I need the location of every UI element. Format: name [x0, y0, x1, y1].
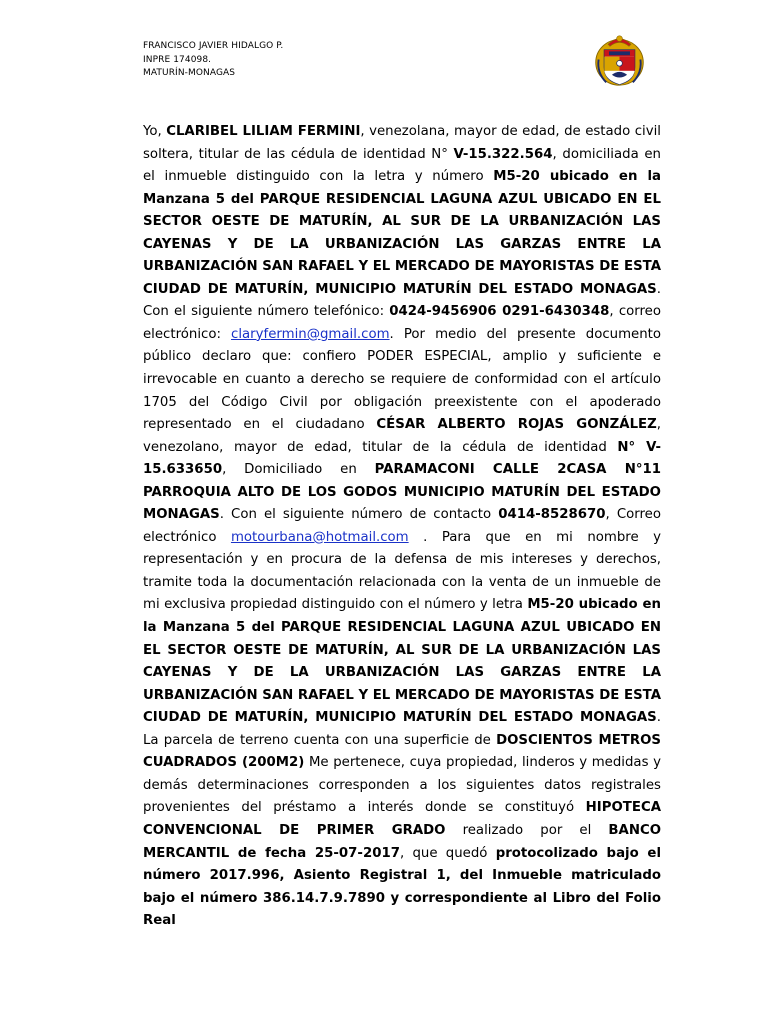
- text-segment: . Para que en mi nombre y representación y en procura de la defensa de mis intereses y derechos, tramite toda la documentación relacionada con la venta de un inmueble de mi exclusiva propiedad distinguido con el número y letra: [143, 529, 661, 613]
- text-segment: Yo,: [143, 124, 167, 139]
- bold-text-segment: N° V- 15.633650: [143, 439, 661, 478]
- bold-text-segment: CLARIBEL LILIAM FERMINI: [166, 124, 361, 139]
- text-segment: , venezolano, mayor de edad, titular de la cédula de identidad: [143, 417, 661, 455]
- text-segment: , que quedó: [399, 845, 496, 861]
- bold-text-segment: 0424-9456906 0291-6430348: [389, 304, 610, 320]
- bold-text-segment: protocolizado bajo el número 2017.996, Asiento Registral 1, del Inmueble matriculado bajo el número 386.14.7.9.7890 y correspondiente al Libro del Folio Real: [143, 845, 661, 929]
- text-segment: , correo electrónico:: [143, 304, 661, 342]
- coat-of-arms-emblem: [591, 31, 648, 88]
- bold-text-segment: 0414-8528670: [498, 507, 606, 523]
- text-segment: , Correo electrónico: [143, 507, 661, 545]
- text-segment: , Domiciliado en: [222, 462, 375, 478]
- bold-text-segment: CÉSAR ALBERTO ROJAS GONZÁLEZ: [376, 417, 657, 433]
- bold-text-segment: M5-20 ubicado en la Manzana 5 del PARQUE RESIDENCIAL LAGUNA AZUL UBICADO EN EL SECTOR OESTE DE MATURÍN, AL SUR DE LA URBANIZACIÓN LAS CAYENAS Y DE LA URBANIZACIÓN LAS GARZAS ENTRE LA URBANIZACIÓN SAN RAFAEL Y EL MERCADO DE MAYORISTAS DE ESTA CIUDAD DE MATURÍN, MUNICIPIO MATURÍN DEL ESTADO MONAGAS: [143, 169, 661, 297]
- text-segment: Me pertenece, cuya propiedad, linderos y medidas y demás determinaciones corresponden a los siguientes datos registrales provenientes del préstamo a interés donde se constituyó: [143, 755, 661, 816]
- text-segment: . La parcela de terreno cuenta con una superficie de: [143, 710, 661, 748]
- text-segment: . Con el siguiente número de contacto: [219, 507, 499, 523]
- power-of-attorney-paragraph: [143, 121, 661, 933]
- bold-text-segment: V-15.322.564: [453, 146, 553, 162]
- lawyer-name: FRANCISCO JAVIER HIDALGO P.: [143, 41, 284, 51]
- bold-text-segment: PARAMACONI CALLE 2CASA N°11 PARROQUIA ALTO DE LOS GODOS MUNICIPIO MATURÍN DEL ESTADO MONAGAS: [143, 462, 661, 523]
- text-segment: . Por medio del presente documento público declaro que: confiero PODER ESPECIAL, amplio y suficiente e irrevocable en cuanto a derecho se requiere de conformidad con el artículo 1705 del Código Civil por obligación preexistente con el apoderado representado en el ciudadano: [143, 326, 661, 433]
- bold-text-segment: BANCO MERCANTIL de fecha 25-07-2017: [143, 822, 662, 861]
- text-segment: , domiciliada en el inmueble distinguido con la letra y número: [143, 146, 661, 185]
- email-link[interactable]: claryfermin@gmail.com: [231, 326, 390, 342]
- lawyer-location: MATURÍN-MONAGAS: [143, 68, 236, 78]
- bold-text-segment: M5-20 ubicado en la Manzana 5 del PARQUE RESIDENCIAL LAGUNA AZUL UBICADO EN EL SECTOR OESTE DE MATURÍN, AL SUR DE LA URBANIZACIÓN LAS CAYENAS Y DE LA URBANIZACIÓN LAS GARZAS ENTRE LA URBANIZACIÓN SAN RAFAEL Y EL MERCADO DE MAYORISTAS DE ESTA CIUDAD DE MATURÍN, MUNICIPIO MATURÍN DEL ESTADO MONAGAS: [143, 597, 661, 726]
- text-segment: . Con el siguiente número telefónico:: [143, 281, 661, 320]
- email-link[interactable]: motourbana@hotmail.com: [230, 529, 409, 545]
- text-segment: , venezolana, mayor de edad, de estado civil soltera, titular de las cédula de identidad N°: [143, 124, 661, 162]
- document-header: [143, 40, 283, 81]
- lawyer-inpre: INPRE 174098.: [143, 54, 212, 65]
- text-segment: realizado por el: [445, 822, 609, 838]
- bold-text-segment: HIPOTECA CONVENCIONAL DE PRIMER GRADO: [143, 800, 661, 838]
- bold-text-segment: DOSCIENTOS METROS CUADRADOS (200M2): [143, 732, 661, 771]
